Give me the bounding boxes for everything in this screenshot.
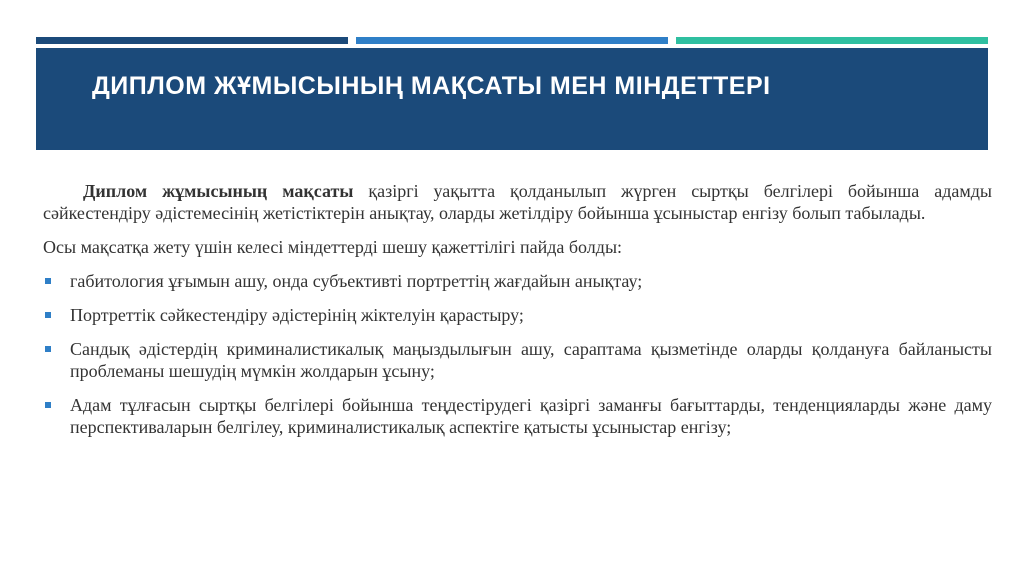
intro-paragraph: Осы мақсатқа жету үшін келесі міндеттерді шешу қажеттілігі пайда болды: — [43, 237, 623, 257]
accent-bar-dark-blue — [36, 37, 348, 44]
slide-body — [43, 180, 992, 450]
list-item-text: габитология ұғымын ашу, онда субъективті портреттің жағдайын анықтау; — [70, 271, 643, 291]
slide-title: ДИПЛОМ ЖҰМЫСЫНЫҢ МАҚСАТЫ МЕН МІНДЕТТЕРІ — [92, 72, 771, 100]
task-list — [43, 270, 992, 438]
list-item — [43, 338, 992, 382]
title-banner — [36, 48, 988, 150]
square-bullet-icon — [45, 346, 51, 352]
list-item-text: Адам тұлғасын сыртқы белгілері бойынша теңдестірудегі қазіргі заманғы бағыттарды, тенденцияларды және даму перспективаларын белгілеу, криминалистикалық аспектіге қатысты ұсыныстар енгізу; — [70, 395, 992, 437]
accent-bar-teal — [676, 37, 988, 44]
list-item-text: Сандық әдістердің криминалистикалық маңыздылығын ашу, сараптама қызметінде оларды қолдануға байланысты проблеманы шешудің мүмкін жолдарын ұсыну; — [70, 339, 992, 381]
goal-bold-text: Диплом жұмысының мақсаты — [83, 181, 354, 201]
square-bullet-icon — [45, 402, 51, 408]
goal-text: қазіргі уақытта қолданылып жүрген сыртқы белгілері бойынша адамды сәйкестендіру әдістемесінің жетістіктерін анықтау, оларды жетілдіру бойынша ұсыныстар енгізу болып табылады. — [43, 181, 992, 223]
goal-paragraph — [43, 180, 992, 224]
accent-bar-blue — [356, 37, 668, 44]
square-bullet-icon — [45, 278, 51, 284]
list-item — [43, 270, 992, 292]
list-item — [43, 304, 992, 326]
list-item-text: Портреттік сәйкестендіру әдістерінің жіктелуін қарастыру; — [70, 305, 524, 325]
square-bullet-icon — [45, 312, 51, 318]
list-item — [43, 394, 992, 438]
